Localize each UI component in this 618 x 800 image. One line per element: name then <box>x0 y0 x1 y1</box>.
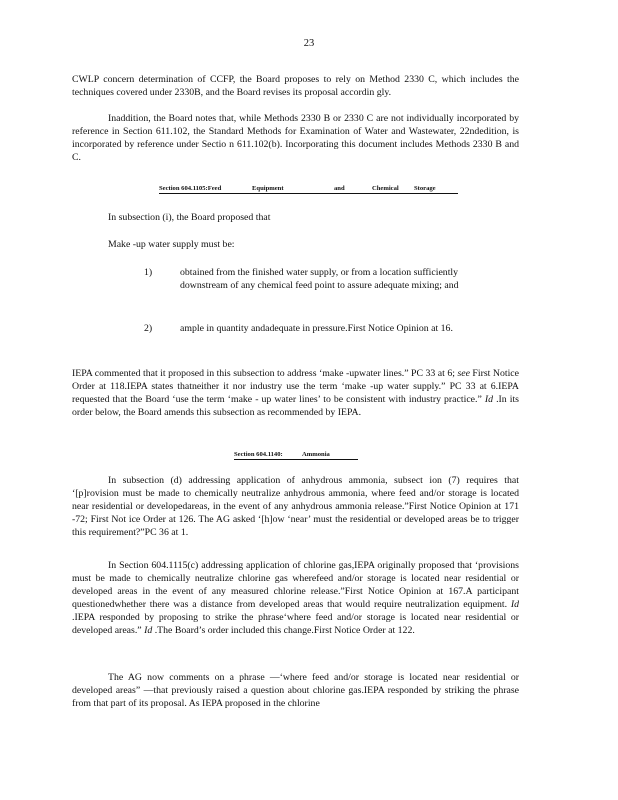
text-run: In Section 604.1115(c) addressing application of chlorine gas,IEPA originally proposed that ‘provisions must be made to chemically neutralize chlorine gas wherefeed and/or storage is located near residential or developed areas in the event of any measured chlorine release.”First Notice Opinion at 167.A participant questionedwhether there was a distance from developed areas that would require neutralization equipment. <box>72 560 519 610</box>
text-run: .In its order below, the Board amends this subsection as recommended by IEPA. <box>72 394 519 418</box>
citation-signal: see <box>457 368 470 379</box>
paragraph-ag-comments <box>72 671 519 710</box>
list-item-number: 2) <box>144 323 153 334</box>
text-run: .IEPA responded by proposing to strike the phrase‘where feed and/or storage is located near residential or developed areas.” <box>72 612 519 636</box>
paragraph-text: The AG now comments on a phrase —‘where feed and/or storage is located near residential or developed areas” —that previously raised a question about chlorine gas.IEPA responded by striking the phrase from that part of its proposal. As IEPA proposed in the chlorine <box>72 672 519 709</box>
paragraph-text: Inaddition, the Board notes that, while Methods 2330 B or 2330 C are not individually incorporated by reference in Section 611.102, the Standard Methods for Examination of Water and Wastewater, 22ndedition, is incorporated by reference under Sectio n 611.102(b). Incorporating this document includes Methods 2330 B and C. <box>72 113 519 163</box>
list-item-text: ample in quantity andadequate in pressure.First Notice Opinion at 16. <box>180 323 453 334</box>
list-item-text: obtained from the finished water supply, or from a location sufficiently downstream of any chemical feed point to assure adequate mixing; and <box>180 267 459 291</box>
paragraph-text: CWLP concern determination of CCFP, the Board proposes to rely on Method 2330 C, which includes the techniques covered under 2330B, and the Board revises its proposal accordin gly. <box>72 74 519 98</box>
page-number: 23 <box>303 38 315 49</box>
paragraph-text: In subsection (d) addressing application of anhydrous ammonia, subsect ion (7) requires that ‘[p]rovision must be made to chemically neutralize anhydrous ammonia, where feed and/or storage is located near residential or developedareas, in the event of any anhydrous ammonia release.”First Notice Opinion at 171 -72; First Not ice Order at 126. The AG asked ‘[h]ow ‘near’ must the residential or developed areas be to trigger this requirement?”PC 36 at 1. <box>72 475 519 538</box>
text-run: First Notice Order at 118.IEPA states thatneither it nor industry use the term ‘make -up water supply.” PC 33 at 6.IEPA requested that the Board ‘use the term ‘make - up water lines’ to be consistent with industry practice.” <box>72 368 519 405</box>
paragraph-subsection-i <box>108 211 508 224</box>
paragraph-make-up <box>108 238 508 251</box>
citation-id: Id <box>510 599 519 610</box>
heading-word: Chemical <box>372 185 399 192</box>
citation-id: Id <box>144 625 153 636</box>
heading-word: Ammonia <box>302 451 330 458</box>
paragraph-in-addition <box>72 112 519 164</box>
heading-word: Section 604.1140: <box>234 451 283 458</box>
heading-word: Storage <box>414 185 436 192</box>
paragraph-section-604-1115c <box>72 559 519 637</box>
paragraph-subsection-d <box>72 474 519 539</box>
text-run: .The Board’s order included this change.First Notice Order at 122. <box>152 625 415 636</box>
text-run: IEPA commented that it proposed in this subsection to address ‘make -upwater lines.” PC 33 at 6; <box>72 368 458 379</box>
heading-word: Equipment <box>252 185 284 192</box>
paragraph-text <box>72 559 519 637</box>
paragraph-cwlp-concern <box>72 73 519 99</box>
paragraph-text: In subsection (i), the Board proposed that <box>108 212 271 223</box>
section-heading-604-1105 <box>159 184 458 194</box>
list-item-number: 1) <box>144 267 153 278</box>
heading-word: Section 604.1105:Feed <box>159 185 222 192</box>
paragraph-text: Make -up water supply must be: <box>108 239 235 250</box>
paragraph-iepa-commented <box>72 367 519 419</box>
section-heading-604-1140 <box>234 450 358 460</box>
citation-id: Id <box>484 394 494 405</box>
heading-word: and <box>334 185 345 192</box>
paragraph-text <box>72 367 519 419</box>
